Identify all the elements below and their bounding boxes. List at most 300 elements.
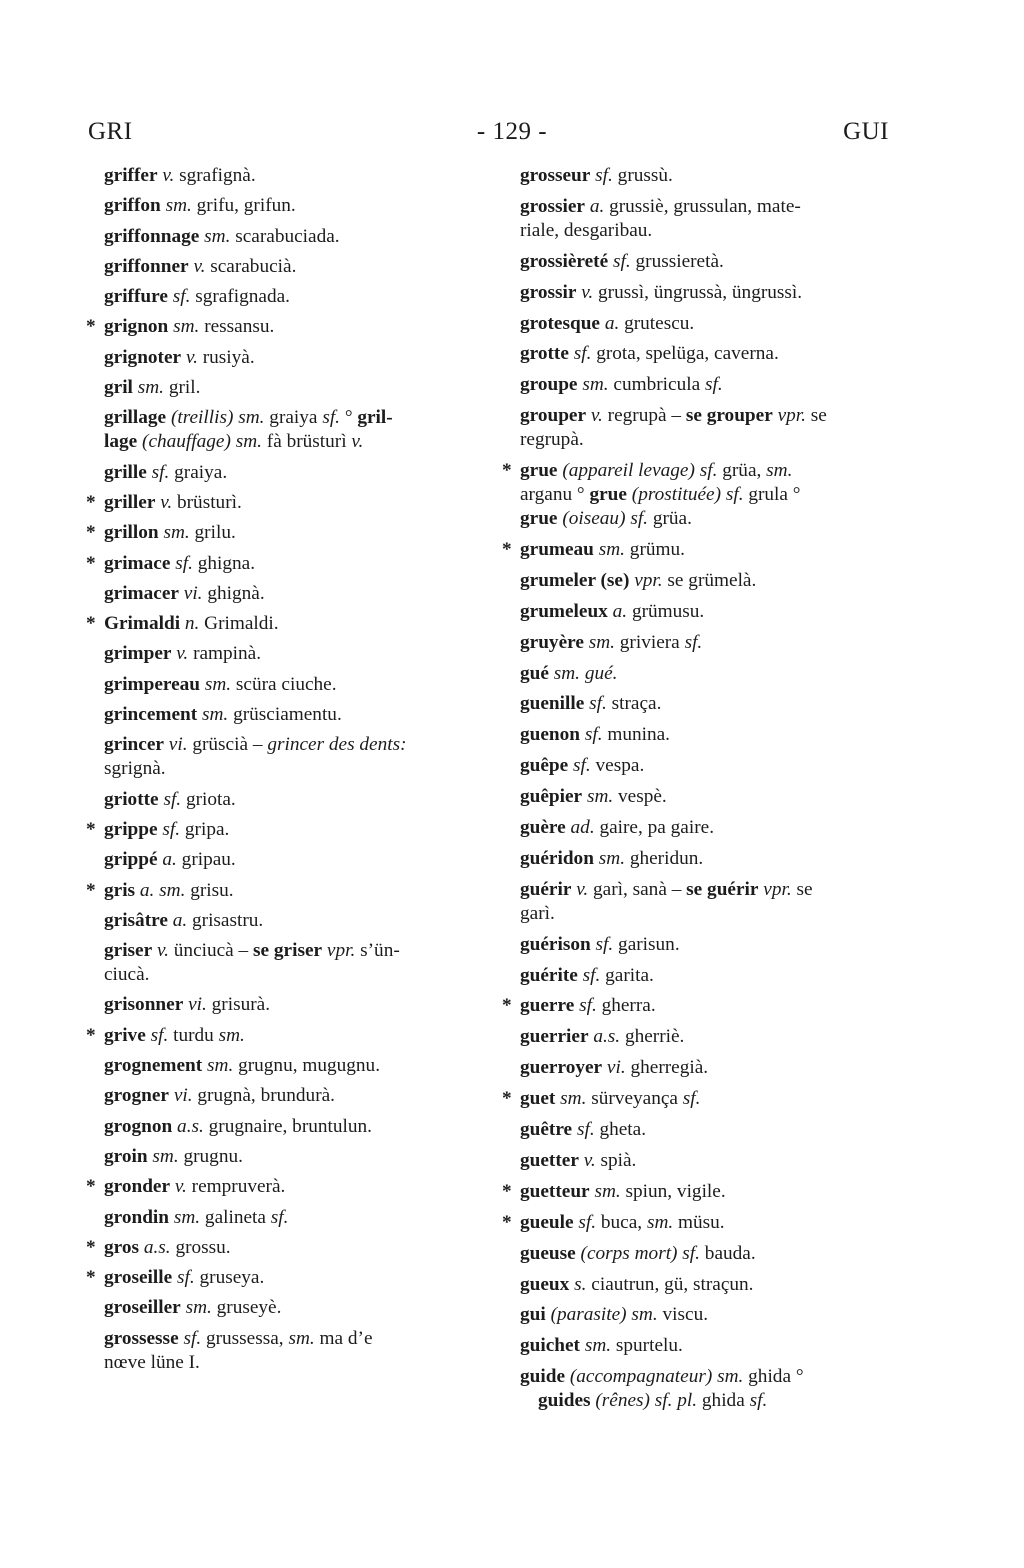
headword: grippe: [104, 818, 158, 840]
entry-line: [520, 1149, 896, 1173]
dictionary-entry: [520, 312, 896, 336]
translation-text: vespa.: [590, 755, 645, 777]
dictionary-entry: [520, 1242, 896, 1266]
grammar-label: sm.: [204, 225, 231, 247]
translation-text: sgrafignà.: [174, 165, 256, 186]
grammar-label: sf.: [684, 631, 703, 653]
translation-text: grüa.: [648, 508, 692, 530]
grammar-label: sm. gué.: [553, 662, 618, 684]
entry-line: [520, 816, 896, 840]
translation-text: ghida: [697, 1390, 750, 1412]
entry-line: [104, 642, 482, 666]
headword: groseille: [104, 1267, 173, 1289]
headword: guetter: [520, 1149, 579, 1171]
asterisk-marker: *: [502, 1211, 512, 1233]
grammar-label: a.: [172, 909, 188, 931]
entry-line: [104, 703, 482, 727]
right-column: [502, 164, 896, 1420]
headword: gros: [104, 1236, 139, 1258]
translation-text: munina.: [602, 724, 671, 746]
entry-line: [104, 993, 482, 1017]
headword: gril-: [357, 407, 393, 429]
dictionary-entry: [86, 521, 482, 545]
dictionary-entry: [104, 255, 482, 279]
entry-line: [520, 538, 896, 562]
translation-text: regrupà.: [520, 429, 584, 451]
dictionary-entry: [104, 848, 482, 872]
headword: guérite: [520, 964, 578, 986]
entry-line: [520, 195, 896, 219]
grammar-label: sm.: [586, 786, 614, 808]
grammar-label: sf.: [613, 250, 631, 272]
translation-text: se grümelà.: [662, 569, 757, 591]
grammar-label: v.: [157, 940, 169, 962]
grammar-label: sm.: [137, 377, 164, 399]
headword: grignoter: [104, 346, 182, 368]
headword: grouper: [520, 405, 587, 427]
dictionary-entry: [520, 662, 896, 686]
translation-text: grugnaire, bruntulun.: [203, 1115, 372, 1137]
header-left-guide-word: GRI: [88, 118, 133, 145]
dictionary-entry: [104, 1327, 482, 1375]
dictionary-entry: [104, 346, 482, 370]
entry-line: [520, 1180, 896, 1204]
header-right-guide-word: GUI: [843, 118, 889, 145]
translation-text: vespè.: [613, 786, 667, 808]
entry-line: [104, 879, 482, 903]
grammar-label: sf.: [177, 1267, 195, 1289]
translation-text: gruseyè.: [211, 1297, 282, 1319]
entry-continuation-line: [520, 428, 896, 452]
dictionary-entry: [520, 1118, 896, 1142]
headword: grossir: [520, 281, 577, 303]
translation-text: garì.: [520, 902, 555, 924]
translation-text: grota, spelüga, caverna.: [591, 343, 779, 365]
dictionary-entry: [104, 164, 482, 188]
grammar-label: sf.: [150, 1024, 169, 1046]
translation-text: s’ün-: [355, 940, 400, 962]
asterisk-marker: *: [86, 818, 96, 840]
grammar-label: vpr.: [634, 569, 663, 591]
grammar-label: v.: [185, 346, 198, 368]
asterisk-marker: *: [86, 316, 96, 338]
grammar-label: sf.: [579, 995, 597, 1017]
headword: grippé: [104, 849, 158, 871]
entry-line: [520, 600, 896, 624]
headword: guenille: [520, 693, 585, 715]
translation-text: grümusu.: [627, 600, 705, 622]
entry-line: [104, 733, 482, 757]
translation-text: fà brüsturì: [261, 431, 352, 453]
grammar-label: vi.: [606, 1057, 626, 1079]
grammar-label: sf.: [175, 552, 193, 574]
headword: grognon: [104, 1115, 173, 1137]
translation-text: gaire, pa gaire.: [594, 817, 715, 839]
grammar-label: a.s.: [143, 1236, 171, 1258]
headword: grincer: [104, 734, 164, 756]
translation-text: sgrafignada.: [190, 286, 290, 308]
dictionary-entry: [104, 703, 482, 727]
entry-line: [520, 342, 896, 366]
headword: guerroyer: [520, 1057, 603, 1079]
translation-text: grugnà, brundurà.: [192, 1085, 335, 1107]
entry-line: [104, 285, 482, 309]
grammar-label: v.: [193, 255, 206, 277]
entry-line: [104, 552, 482, 576]
asterisk-marker: *: [86, 613, 96, 635]
headword: guerre: [520, 995, 575, 1017]
translation-text: graiya.: [169, 461, 228, 483]
translation-text: nœve lüne I.: [104, 1351, 200, 1373]
translation-text: garisun.: [613, 933, 680, 955]
grammar-label: sm.: [202, 704, 229, 726]
entry-line: [520, 373, 896, 397]
headword: grosseur: [520, 165, 591, 186]
grammar-label: sm.: [165, 195, 192, 217]
translation-text: grula °: [743, 484, 801, 506]
entry-line: [104, 1266, 482, 1290]
grammar-label: (chauffage) sm.: [142, 431, 262, 453]
grammar-label: (oiseau) sf.: [562, 508, 648, 530]
headword: grumeau: [520, 539, 594, 561]
translation-text: buca,: [596, 1211, 647, 1233]
dictionary-entry: [520, 816, 896, 840]
translation-text: ghignà.: [202, 582, 265, 604]
entry-line: [104, 1084, 482, 1108]
entry-line: [104, 848, 482, 872]
translation-text: ghida °: [743, 1366, 804, 1388]
dictionary-entry: [520, 195, 896, 243]
translation-text: sürveyança: [586, 1088, 683, 1110]
translation-text: Grimaldi.: [199, 613, 279, 635]
grammar-label: sf.: [270, 1206, 289, 1228]
dictionary-entry: [104, 376, 482, 400]
translation-text: grümu.: [624, 539, 685, 561]
dictionary-entry: [86, 879, 482, 903]
headword: guêtre: [520, 1119, 573, 1141]
dictionary-entry: [86, 1266, 482, 1290]
translation-text: grüscià –: [187, 734, 268, 756]
asterisk-marker: *: [502, 539, 512, 561]
headword: griffon: [104, 195, 161, 217]
headword: grotte: [520, 343, 569, 365]
headword: guenon: [520, 724, 581, 746]
translation-text: gripa.: [180, 818, 230, 840]
dictionary-entry: [104, 461, 482, 485]
headword: groseiller: [104, 1297, 181, 1319]
translation-text: grussì, üngrussà, üngrussì.: [593, 281, 803, 303]
grammar-label: a.: [612, 600, 628, 622]
headword: guêpier: [520, 786, 583, 808]
dictionary-entry: [104, 733, 482, 781]
headword: grossier: [520, 195, 585, 217]
grammar-label: sm.: [582, 374, 609, 396]
headword: guides: [538, 1390, 591, 1412]
grammar-label: sf.: [183, 1327, 202, 1349]
grammar-label: sf.: [595, 165, 613, 186]
translation-text: se: [791, 878, 813, 900]
dictionary-entry: [104, 993, 482, 1017]
grammar-label: sm.: [173, 316, 200, 338]
headword: gris: [104, 879, 136, 901]
asterisk-marker: *: [502, 995, 512, 1017]
entry-line: [520, 250, 896, 274]
entry-line: [520, 1334, 896, 1358]
dictionary-entry: [520, 1025, 896, 1049]
headword: griffure: [104, 286, 168, 308]
headword: griffonner: [104, 255, 189, 277]
entry-line: [104, 909, 482, 933]
translation-text: grossu.: [170, 1236, 231, 1258]
asterisk-marker: *: [86, 1236, 96, 1258]
dictionary-entry: [104, 909, 482, 933]
headword: grisonner: [104, 994, 184, 1016]
headword: grue: [520, 460, 558, 482]
grammar-label: vpr.: [777, 405, 806, 427]
translation-text: graiya: [264, 407, 323, 429]
grammar-label: a. sm.: [139, 879, 186, 901]
dictionary-entry: [520, 933, 896, 957]
dictionary-entry: [520, 878, 896, 926]
grammar-label: (treillis) sm.: [170, 407, 265, 429]
translation-text: spià.: [595, 1149, 637, 1171]
grammar-label: sf.: [749, 1390, 768, 1412]
headword: guêpe: [520, 755, 569, 777]
translation-text: ma d’e: [314, 1327, 373, 1349]
dictionary-entry: [520, 847, 896, 871]
translation-text: grisurà.: [206, 994, 271, 1016]
translation-text: grussiè, grussulan, mate-: [604, 195, 801, 217]
translation-text: grussù.: [612, 165, 673, 186]
translation-text: griviera: [614, 631, 685, 653]
entry-line: [104, 315, 482, 339]
translation-text: grüsciamentu.: [228, 704, 342, 726]
grammar-label: sm.: [185, 1297, 212, 1319]
translation-text: viscu.: [657, 1304, 709, 1326]
entry-line: [520, 847, 896, 871]
headword: grumeler (se): [520, 569, 630, 591]
translation-text: straça.: [606, 693, 662, 715]
translation-text: turdu: [168, 1024, 219, 1046]
dictionary-entry: [520, 1334, 896, 1358]
grammar-label: s.: [574, 1273, 587, 1295]
headword: guéridon: [520, 847, 594, 869]
translation-text: grussessa,: [201, 1327, 289, 1349]
grammar-label: (parasite) sm.: [550, 1304, 658, 1326]
entry-line: [520, 312, 896, 336]
grammar-label: v.: [176, 643, 189, 665]
dictionary-entry: [520, 164, 896, 188]
translation-text: ciautrun, gü, straçun.: [586, 1273, 754, 1295]
translation-text: rampinà.: [188, 643, 262, 665]
dictionary-entry: [520, 569, 896, 593]
entry-line: [104, 225, 482, 249]
grammar-label: v.: [581, 281, 594, 303]
headword: griser: [104, 940, 153, 962]
entry-line: [520, 692, 896, 716]
grammar-label: a.: [604, 312, 620, 334]
dictionary-entry: [86, 1236, 482, 1260]
grammar-label: sf.: [704, 374, 723, 396]
dictionary-entry: [86, 612, 482, 636]
dictionary-entry: [86, 315, 482, 339]
headword: grille: [104, 461, 147, 483]
headword: gueux: [520, 1273, 570, 1295]
translation-text: ünciucà –: [168, 940, 254, 962]
asterisk-marker: *: [86, 491, 96, 513]
entry-line: [520, 164, 896, 188]
asterisk-marker: *: [86, 522, 96, 544]
grammar-label: grincer des dents:: [267, 734, 407, 756]
dictionary-entry: [520, 754, 896, 778]
dictionary-entry: [104, 1296, 482, 1320]
entry-continuation-line: [520, 507, 896, 531]
dictionary-entry: [520, 404, 896, 452]
headword: grue: [589, 484, 627, 506]
grammar-label: sf.: [576, 1119, 595, 1141]
asterisk-marker: *: [86, 552, 96, 574]
grammar-label: sm.: [218, 1024, 245, 1046]
translation-text: bauda.: [699, 1242, 756, 1264]
entry-line: [520, 785, 896, 809]
translation-text: brüsturì.: [172, 491, 242, 513]
grammar-label: v.: [576, 878, 589, 900]
entry-line: [520, 569, 896, 593]
translation-text: galineta: [200, 1206, 271, 1228]
dictionary-entry: [520, 723, 896, 747]
dictionary-entry: [502, 1211, 896, 1235]
dictionary-entry: [520, 600, 896, 624]
headword: guère: [520, 817, 566, 839]
dictionary-entry: [520, 1149, 896, 1173]
dictionary-entry: [104, 194, 482, 218]
headword: guet: [520, 1088, 556, 1110]
translation-text: spiun, vigile.: [620, 1180, 726, 1202]
entry-line: [520, 1242, 896, 1266]
headword: gueule: [520, 1211, 574, 1233]
dictionary-entry: [520, 964, 896, 988]
headword: lage: [104, 431, 138, 453]
grammar-label: v.: [160, 491, 173, 513]
headword: grimpereau: [104, 673, 201, 695]
entry-line: [520, 1303, 896, 1327]
headword: grondin: [104, 1206, 170, 1228]
page-number: - 129 -: [476, 118, 548, 145]
headword: grignon: [104, 316, 169, 338]
entry-line: [104, 1236, 482, 1260]
headword: grogner: [104, 1085, 169, 1107]
translation-text: regrupà –: [602, 405, 686, 427]
entry-line: [104, 1145, 482, 1169]
grammar-label: sf.: [163, 788, 182, 810]
translation-text: grussieretà.: [630, 250, 724, 272]
translation-text: gril.: [164, 377, 201, 399]
headword: grillon: [104, 522, 159, 544]
entry-line: [520, 1025, 896, 1049]
translation-text: gheridun.: [625, 847, 704, 869]
headword: gui: [520, 1304, 546, 1326]
dictionary-entry: [520, 342, 896, 366]
headword: groin: [104, 1145, 148, 1167]
dictionary-entry: [520, 373, 896, 397]
entry-line: [104, 1327, 482, 1351]
grammar-label: sm.: [560, 1088, 587, 1110]
grammar-label: sf.: [172, 286, 191, 308]
grammar-label: (accompagnateur) sm.: [569, 1366, 744, 1388]
entry-line: [104, 1206, 482, 1230]
headword: grotesque: [520, 312, 600, 334]
grammar-label: sm.: [598, 847, 626, 869]
entry-line: [520, 1273, 896, 1297]
dictionary-entry: [502, 1180, 896, 1204]
headword: grossesse: [104, 1327, 179, 1349]
grammar-label: v.: [583, 1149, 596, 1171]
entry-line: [520, 1118, 896, 1142]
entry-line: [104, 788, 482, 812]
grammar-label: (prostituée) sf.: [631, 484, 744, 506]
grammar-label: sm.: [204, 673, 232, 695]
grammar-label: sf.: [584, 724, 603, 746]
grammar-label: a.s.: [593, 1026, 621, 1048]
translation-text: gherregià.: [625, 1057, 709, 1079]
grammar-label: sm.: [163, 522, 190, 544]
grammar-label: sm.: [594, 1180, 621, 1202]
translation-text: gheta.: [594, 1119, 647, 1141]
asterisk-marker: *: [502, 1088, 512, 1110]
grammar-label: vi.: [183, 582, 203, 604]
translation-text: müsu.: [673, 1211, 725, 1233]
translation-text: sgrignà.: [104, 758, 166, 780]
translation-text: spurtelu.: [611, 1335, 683, 1357]
entry-line: [104, 1175, 482, 1199]
headword: grisâtre: [104, 909, 168, 931]
headword: guerrier: [520, 1026, 589, 1048]
dictionary-entry: [86, 1024, 482, 1048]
headword: grumeleux: [520, 600, 608, 622]
grammar-label: sm.: [584, 1335, 612, 1357]
entry-line: [520, 964, 896, 988]
dictionary-entry: [104, 1054, 482, 1078]
grammar-label: vi.: [168, 734, 188, 756]
entry-line: [520, 662, 896, 686]
grammar-label: sf.: [573, 343, 592, 365]
entry-line: [520, 1056, 896, 1080]
dictionary-entry: [520, 1273, 896, 1297]
translation-text: grilu.: [189, 522, 236, 544]
grammar-label: sf.: [151, 461, 170, 483]
headword: grincement: [104, 704, 198, 726]
entry-continuation-line: [104, 1351, 482, 1375]
dictionary-entry: [502, 538, 896, 562]
dictionary-entry: [104, 1206, 482, 1230]
dictionary-entry: [520, 281, 896, 305]
translation-text: grifu, grifun.: [191, 195, 296, 217]
entry-line: [520, 754, 896, 778]
dictionary-entry: [104, 788, 482, 812]
entry-continuation-line: [520, 1389, 896, 1413]
grammar-label: sf.: [582, 964, 601, 986]
dictionary-entry: [520, 1365, 896, 1413]
grammar-label: sf.: [589, 693, 607, 715]
entry-continuation-line: [520, 902, 896, 926]
dictionary-entry: [104, 1145, 482, 1169]
entry-line: [520, 1087, 896, 1111]
entry-continuation-line: [104, 963, 482, 987]
headword: grimace: [104, 552, 171, 574]
entry-line: [104, 164, 482, 188]
dictionary-entry: [502, 1087, 896, 1111]
left-column: [86, 164, 482, 1381]
